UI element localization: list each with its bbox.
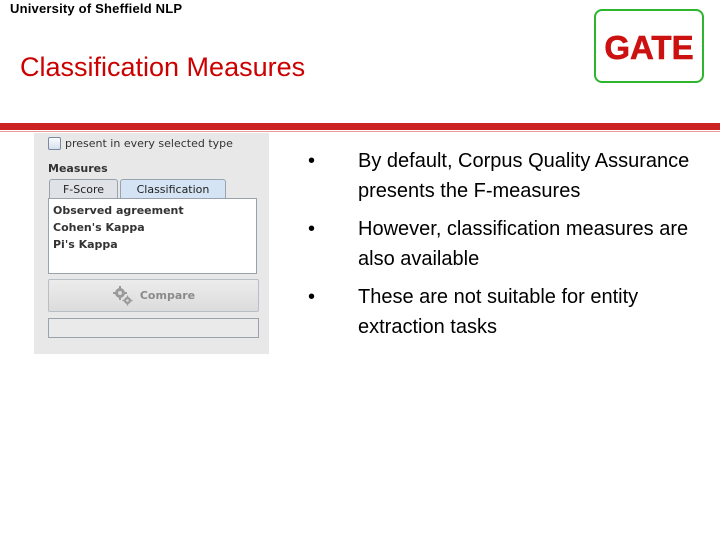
list-item-pis-kappa[interactable]: Pi's Kappa bbox=[53, 238, 118, 251]
present-in-every-type-row[interactable] bbox=[48, 137, 233, 150]
measures-list bbox=[48, 198, 257, 274]
checkbox[interactable] bbox=[48, 137, 61, 150]
bullet-item bbox=[300, 282, 700, 342]
gate-logo-text: GATE bbox=[604, 29, 694, 66]
list-item-observed-agreement[interactable]: Observed agreement bbox=[53, 204, 184, 217]
bullet-symbol: • bbox=[308, 150, 316, 172]
bullet-text: However, classification measures are also available bbox=[358, 218, 689, 270]
gate-logo bbox=[594, 9, 704, 83]
title-divider bbox=[0, 123, 720, 130]
list-item-cohens-kappa[interactable]: Cohen's Kappa bbox=[53, 221, 145, 234]
measures-panel-screenshot bbox=[34, 133, 269, 354]
bullet-item bbox=[300, 214, 700, 274]
bullet-list bbox=[300, 146, 700, 350]
progress-bar bbox=[48, 318, 259, 338]
compare-button[interactable] bbox=[48, 279, 259, 312]
bullet-symbol: • bbox=[308, 286, 316, 308]
bullet-text: By default, Corpus Quality Assurance presents the F-measures bbox=[358, 150, 690, 202]
tab-classification[interactable]: Classification bbox=[120, 179, 226, 198]
title-divider-thin bbox=[0, 131, 720, 132]
slide-title: Classification Measures bbox=[20, 52, 306, 82]
checkbox-label: present in every selected type bbox=[65, 137, 233, 150]
gear-icon bbox=[112, 285, 134, 307]
bullet-item bbox=[300, 146, 700, 206]
bullet-text: These are not suitable for entity extraction tasks bbox=[358, 286, 639, 338]
compare-label: Compare bbox=[139, 289, 196, 302]
org-name: University of Sheffield NLP bbox=[10, 1, 183, 16]
tab-f-score[interactable]: F-Score bbox=[49, 179, 118, 198]
measures-label: Measures bbox=[48, 162, 108, 175]
bullet-symbol: • bbox=[308, 218, 316, 240]
